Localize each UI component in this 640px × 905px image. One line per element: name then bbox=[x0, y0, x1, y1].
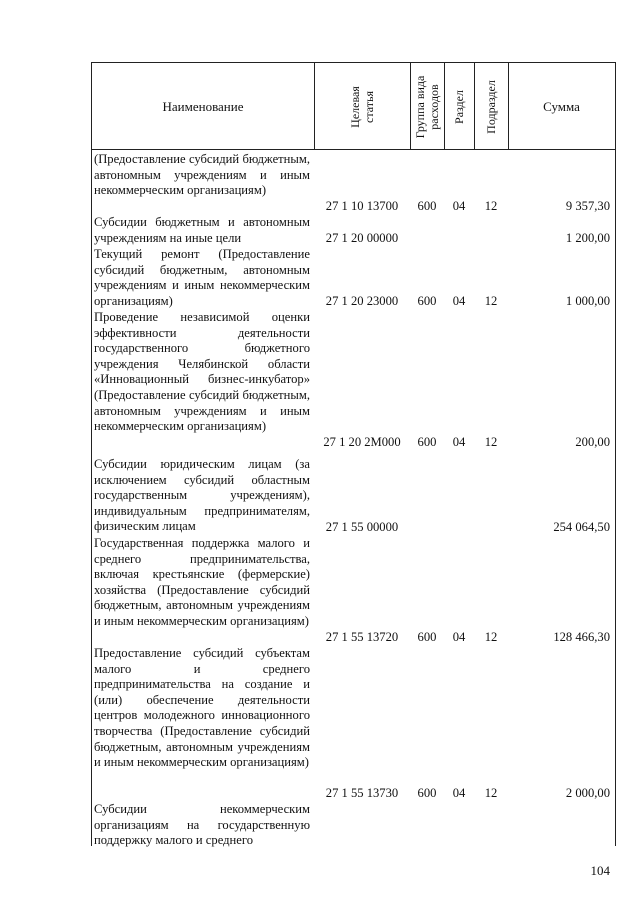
row-subsection: 12 bbox=[484, 199, 498, 213]
row-group: 600 bbox=[417, 630, 437, 644]
header-subsection: Подраздел bbox=[484, 80, 498, 134]
row-target-code: 27 1 20 23000 bbox=[325, 294, 399, 308]
header-expense-group bbox=[413, 76, 441, 139]
budget-table bbox=[91, 62, 616, 846]
header-section: Раздел bbox=[452, 90, 466, 124]
row-subsection: 12 bbox=[484, 786, 498, 800]
row-target-code: 27 1 20 00000 bbox=[325, 231, 399, 245]
row-group: 600 bbox=[417, 199, 437, 213]
row-name: Субсидии бюджетным и автономным учреждениям на иные цели bbox=[94, 215, 310, 245]
row-target-code: 27 1 55 13730 bbox=[325, 786, 399, 800]
header-group-line2: расходов bbox=[427, 84, 441, 130]
header-target-line1: Целевая bbox=[348, 86, 362, 128]
row-section: 04 bbox=[452, 294, 466, 308]
row-name: Государственная поддержка малого и среднего предпринимательства, включая крестьянские (фермерские) хозяйства (Предоставление субсидий бюджетным, автономным учреждениям и иным некоммерческим организациям) bbox=[94, 536, 310, 628]
row-name: Предоставление субсидий субъектам малого и среднего предпринимательства на создание и (или) обеспечение деятельности центров молодежного инновационного творчества (Предоставление субсидий бюджетным, автономным учреждениям и иным некоммерческим организациям) bbox=[94, 646, 310, 770]
row-section: 04 bbox=[452, 630, 466, 644]
row-section: 04 bbox=[452, 435, 466, 449]
row-target-code: 27 1 55 13720 bbox=[325, 630, 399, 644]
header-target-article bbox=[348, 86, 376, 128]
row-name: Субсидии юридическим лицам (за исключением субсидий областным государственным учреждениям), индивидуальным предпринимателям, физическим лицам bbox=[94, 457, 310, 534]
row-subsection: 12 bbox=[484, 435, 498, 449]
row-sum: 1 200,00 bbox=[565, 231, 610, 245]
row-sum: 2 000,00 bbox=[565, 786, 610, 800]
header-sum: Сумма bbox=[543, 99, 580, 114]
page-number: 104 bbox=[590, 863, 610, 878]
row-subsection: 12 bbox=[484, 294, 498, 308]
row-sum: 254 064,50 bbox=[553, 520, 610, 534]
row-name: Текущий ремонт (Предоставление субсидий бюджетным, автономным учреждениям и иным некоммерческим организациям) bbox=[94, 247, 310, 308]
header-target-line2: статья bbox=[362, 91, 376, 123]
row-section: 04 bbox=[452, 786, 466, 800]
row-group: 600 bbox=[417, 786, 437, 800]
row-name: (Предоставление субсидий бюджетным, автономным учреждениям и иным некоммерческим организациям) bbox=[94, 152, 310, 198]
row-group: 600 bbox=[417, 294, 437, 308]
row-sum: 1 000,00 bbox=[565, 294, 610, 308]
row-section: 04 bbox=[452, 199, 466, 213]
row-group: 600 bbox=[417, 435, 437, 449]
header-group-line1: Группа вида bbox=[413, 75, 427, 139]
row-subsection: 12 bbox=[484, 630, 498, 644]
row-sum: 200,00 bbox=[575, 435, 610, 449]
header-name: Наименование bbox=[162, 99, 244, 114]
row-target-code: 27 1 55 00000 bbox=[325, 520, 399, 534]
row-name: Субсидии некоммерческим организациям на государственную поддержку малого и среднего bbox=[94, 802, 310, 848]
table-header bbox=[92, 62, 615, 150]
row-sum: 9 357,30 bbox=[565, 199, 610, 213]
row-target-code: 27 1 10 13700 bbox=[325, 199, 399, 213]
row-sum: 128 466,30 bbox=[553, 630, 610, 644]
row-name: Проведение независимой оценки эффективности деятельности государственного бюджетного учреждения Челябинской области «Инновационный бизнес-инкубатор» (Предоставление субсидий бюджетным, автономным учреждениям и иным некоммерческим организациям) bbox=[94, 310, 310, 434]
row-target-code: 27 1 20 2M000 bbox=[323, 435, 401, 449]
